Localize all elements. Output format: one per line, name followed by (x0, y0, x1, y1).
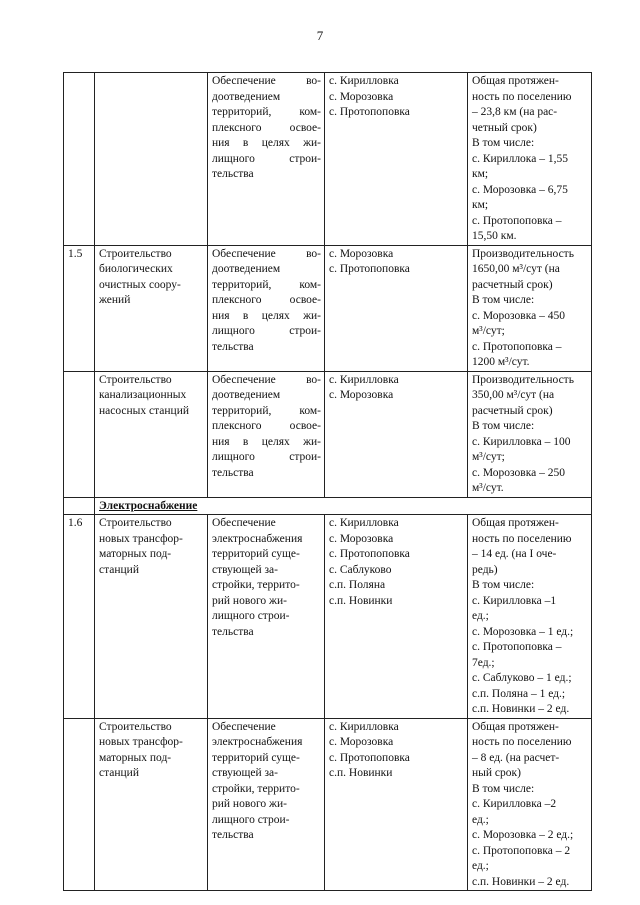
cell-line: лищного строи- (212, 152, 321, 165)
cell-line: плексного освое- (212, 121, 321, 134)
cell-line: ствующей за- (212, 563, 278, 576)
cell-line: ния в целях жи- (212, 137, 321, 149)
cell-line: с. Саблуково – 1 ед.; (472, 672, 572, 684)
cell-line: очистных соору- (99, 278, 181, 291)
object-locations (325, 73, 468, 246)
cell-line: с. Кирилловка –1 (472, 594, 557, 607)
cell-line: с. Кириллока – 1,55 (472, 152, 568, 165)
cell-line: с. Протопоповка (329, 548, 410, 560)
cell-line: ствующей за- (212, 767, 278, 779)
cell-line: доотведением (212, 90, 281, 103)
cell-line: 1650,00 м³/сут (на (472, 263, 560, 275)
table-row (64, 245, 592, 371)
cell-line: ность по поселению (472, 736, 572, 748)
cell-line: В том числе: (472, 294, 535, 306)
cell-line: с. Морозовка – 2 ед.; (472, 829, 574, 841)
object-locations (325, 515, 468, 719)
infrastructure-table (63, 72, 592, 891)
object-locations (325, 245, 468, 371)
cell-line: лищного строи- (212, 451, 321, 463)
cell-line: лищного строи- (212, 610, 290, 622)
cell-line: с. Морозовка (329, 532, 394, 545)
cell-line: территорий суще- (212, 751, 300, 764)
cell-line: тельства (212, 829, 254, 841)
cell-line: с. Морозовка – 450 (472, 309, 565, 322)
cell-line: с. Кирилловка (329, 517, 399, 529)
cell-line: ность по поселению (472, 532, 572, 545)
object-name (95, 73, 208, 246)
cell-line: 350,00 м³/сут (на (472, 389, 555, 401)
cell-line: редь) (472, 563, 498, 576)
cell-line: с. Морозовка (329, 389, 394, 401)
cell-line: м³/сут; (472, 325, 505, 337)
cell-line: Производительность (472, 247, 574, 260)
cell-line: В том числе: (472, 420, 535, 432)
page-number: 7 (316, 28, 324, 43)
cell-line: тельства (212, 340, 254, 353)
cell-line: Строительство (99, 247, 172, 260)
cell-line: ность по поселению (472, 90, 572, 103)
cell-line: ный срок) (472, 767, 521, 779)
row-number: 1.5 (64, 245, 95, 371)
cell-line: км; (472, 199, 489, 211)
cell-line: с. Протопоповка – 2 (472, 844, 571, 857)
cell-line: биологических (99, 263, 173, 275)
cell-line: ния в целях жи- (212, 435, 321, 448)
cell-line: с. Кирилловка – 100 (472, 435, 571, 448)
cell-line: Обеспечение во- (212, 247, 321, 260)
object-parameters (468, 73, 592, 246)
cell-line: лищного строи- (212, 325, 321, 337)
cell-line: с.п. Поляна (329, 579, 386, 591)
cell-line: В том числе: (472, 137, 535, 149)
cell-line: с. Протопоповка (329, 106, 410, 118)
cell-line: 7ед.; (472, 656, 495, 669)
cell-line: км; (472, 168, 489, 180)
row-number (64, 73, 95, 246)
cell-line: жений (99, 294, 131, 306)
cell-line: с.п. Новинки (329, 594, 393, 607)
table-row (64, 718, 592, 891)
object-name (95, 371, 208, 497)
cell-line: новых трансфор- (99, 736, 183, 748)
cell-line: В том числе: (472, 579, 535, 591)
cell-line: с. Кирилловка (329, 373, 399, 386)
cell-line: тельства (212, 625, 254, 638)
cell-line: м³/сут. (472, 482, 504, 494)
cell-line: Строительство (99, 720, 172, 733)
cell-line: стройки, террито- (212, 579, 300, 591)
cell-line: с. Кирилловка (329, 720, 399, 733)
cell-line: с.п. Новинки – 2 ед. (472, 703, 570, 715)
row-number: 1.6 (64, 515, 95, 719)
cell-line: с. Морозовка – 1 ед.; (472, 625, 574, 638)
cell-line: Общая протяжен- (472, 517, 559, 529)
cell-line: стройки, террито- (212, 782, 300, 795)
row-number (64, 718, 95, 891)
cell-line: с. Протопоповка (329, 263, 410, 275)
object-purpose (208, 515, 325, 719)
cell-line: Обеспечение во- (212, 373, 321, 386)
cell-line: электроснабжения (212, 736, 303, 748)
cell-line: с. Протопоповка – (472, 340, 562, 353)
cell-line: с. Саблуково (329, 563, 392, 576)
cell-line: с. Протопоповка – (472, 641, 562, 653)
cell-line: плексного освое- (212, 420, 321, 432)
cell-line: с. Кирилловка –2 (472, 798, 557, 810)
cell-line: территорий, ком- (212, 404, 321, 417)
cell-line: с. Протопоповка (329, 751, 410, 764)
cell-line: тельства (212, 466, 254, 479)
cell-line: канализационных (99, 389, 187, 401)
cell-line: территорий суще- (212, 548, 300, 560)
cell-line: расчетный срок) (472, 404, 553, 417)
cell-line: территорий, ком- (212, 106, 321, 118)
cell-line: станций (99, 563, 139, 576)
row-number (64, 497, 95, 515)
cell-line: с.п. Новинки – 2 ед. (472, 875, 570, 888)
object-parameters (468, 515, 592, 719)
cell-line: станций (99, 767, 139, 779)
cell-line: новых трансфор- (99, 532, 183, 545)
cell-line: Обеспечение во- (212, 75, 321, 87)
object-parameters (468, 371, 592, 497)
cell-line: территорий, ком- (212, 278, 321, 291)
cell-line: насосных станций (99, 404, 190, 417)
cell-line: Строительство (99, 517, 172, 529)
object-name (95, 245, 208, 371)
cell-line: четный срок) (472, 121, 537, 134)
cell-line: Производительность (472, 373, 574, 386)
section-header-row (64, 497, 592, 515)
object-purpose (208, 245, 325, 371)
cell-line: с.п. Поляна – 1 ед.; (472, 687, 566, 700)
cell-line: доотведением (212, 389, 281, 401)
cell-line: рий нового жи- (212, 594, 287, 607)
cell-line: с. Протопоповка – (472, 214, 562, 227)
cell-line: – 23,8 км (на рас- (472, 106, 558, 118)
table-row (64, 371, 592, 497)
cell-line: маторных под- (99, 751, 172, 764)
cell-line: Обеспечение (212, 720, 276, 733)
object-purpose (208, 371, 325, 497)
cell-line: с. Морозовка – 6,75 (472, 183, 568, 196)
cell-line: Общая протяжен- (472, 75, 559, 87)
object-locations (325, 371, 468, 497)
cell-line: с. Морозовка (329, 247, 394, 260)
cell-line: Обеспечение (212, 517, 276, 529)
cell-line: с. Морозовка (329, 90, 394, 103)
object-name (95, 718, 208, 891)
table-row (64, 515, 592, 719)
cell-line: Общая протяжен- (472, 720, 559, 733)
cell-line: Строительство (99, 373, 172, 386)
cell-line: доотведением (212, 263, 281, 275)
cell-line: маторных под- (99, 548, 172, 560)
cell-line: 15,50 км. (472, 230, 517, 242)
cell-line: В том числе: (472, 782, 535, 795)
cell-line: с.п. Новинки (329, 767, 393, 779)
object-purpose (208, 718, 325, 891)
cell-line: лищного строи- (212, 813, 290, 826)
cell-line: – 14 ед. (на I оче- (472, 548, 557, 560)
cell-line: расчетный срок) (472, 278, 553, 291)
cell-line: м³/сут; (472, 451, 505, 463)
object-locations (325, 718, 468, 891)
object-parameters (468, 718, 592, 891)
cell-line: рий нового жи- (212, 798, 287, 810)
cell-line: ния в целях жи- (212, 309, 321, 322)
cell-line: – 8 ед. (на расчет- (472, 751, 560, 764)
cell-line: с. Кирилловка (329, 75, 399, 87)
cell-line: электроснабжения (212, 532, 303, 545)
object-name (95, 515, 208, 719)
row-number (64, 371, 95, 497)
cell-line: 1200 м³/сут. (472, 356, 530, 368)
cell-line: ед.; (472, 610, 489, 622)
object-purpose (208, 73, 325, 246)
cell-line: ед.; (472, 813, 489, 826)
cell-line: с. Морозовка – 250 (472, 466, 565, 479)
table-row (64, 73, 592, 246)
cell-line: ед.; (472, 860, 489, 872)
cell-line: тельства (212, 168, 254, 180)
cell-line: плексного освое- (212, 294, 321, 306)
cell-line: с. Морозовка (329, 736, 394, 748)
object-parameters (468, 245, 592, 371)
section-title: Электроснабжение (95, 497, 592, 515)
